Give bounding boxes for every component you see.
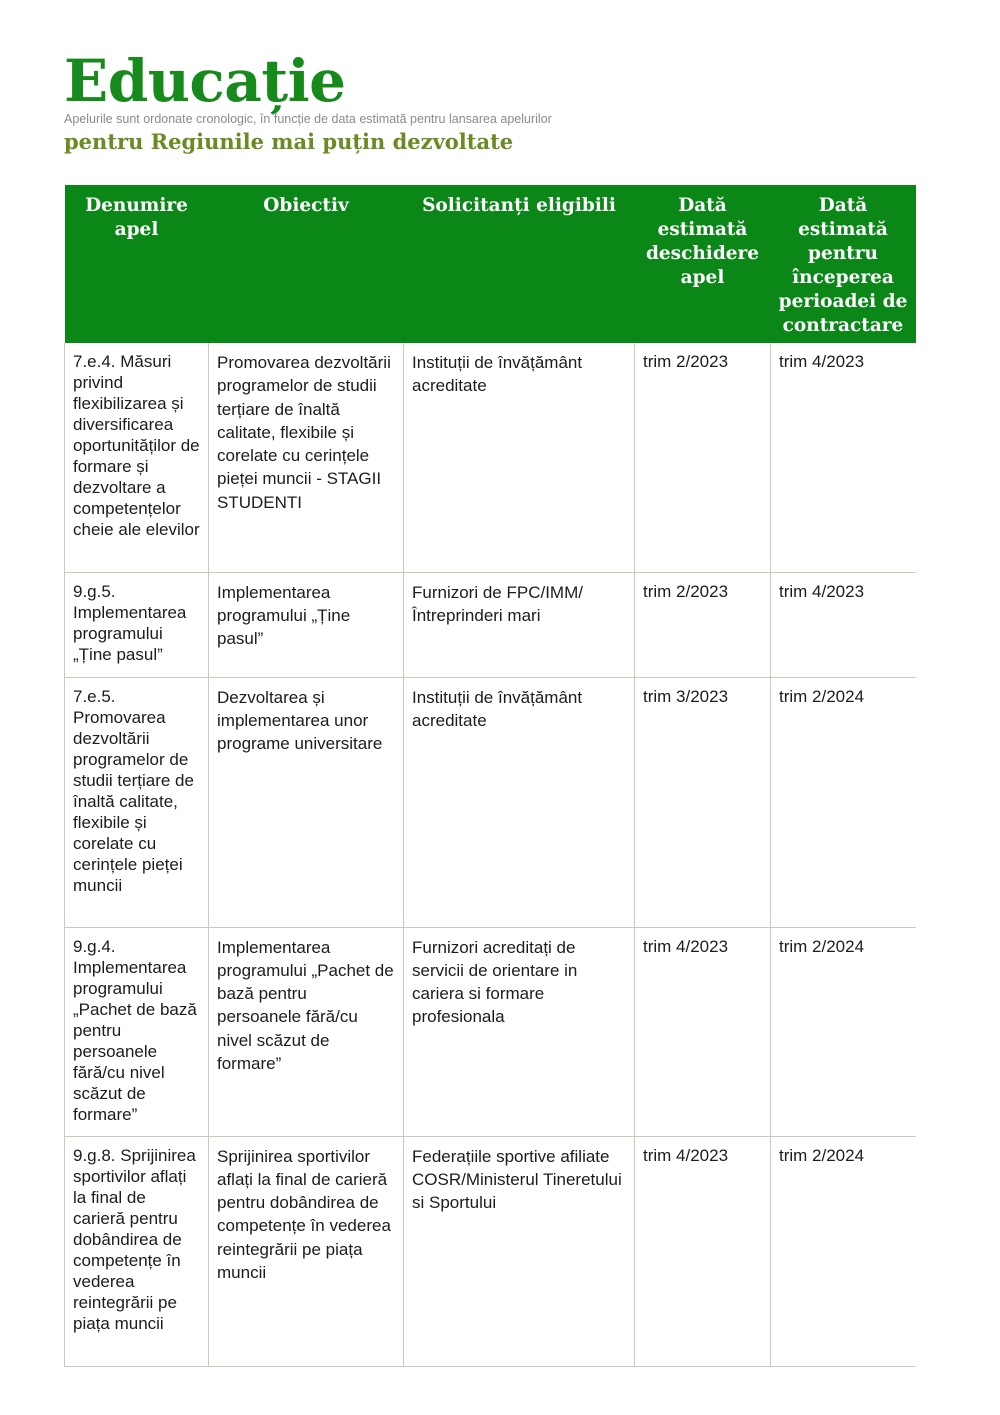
cell-obiectiv: Sprijinirea sportivilor aflați la final de carieră pentru dobândirea de competențe în vederea reintegrării pe piața muncii	[209, 1136, 404, 1366]
cell-data-deschidere: trim 3/2023	[635, 677, 771, 927]
table-row	[65, 927, 916, 1136]
cell-denumire: 9.g.8. Sprijinirea sportivilor aflați la final de carieră pentru dobândirea de competențe în vederea reintegrării pe piața muncii	[65, 1136, 209, 1366]
header-data-deschidere: Dată estimată deschidere apel	[635, 185, 771, 343]
table-row	[65, 343, 916, 572]
table-header	[65, 185, 916, 343]
cell-data-contractare: trim 4/2023	[771, 572, 916, 677]
page-subtitle: pentru Regiunile mai puțin dezvoltate	[64, 129, 514, 154]
page-title: Educație	[64, 47, 346, 115]
cell-obiectiv: Dezvoltarea și implementarea unor programe universitare	[209, 677, 404, 927]
table-row	[65, 1136, 916, 1366]
cell-denumire: 9.g.5. Implementarea programului „Ține pasul”	[65, 572, 209, 677]
cell-data-deschidere: trim 2/2023	[635, 343, 771, 572]
cell-solicitanti: Furnizori de FPC/IMM/ Întreprinderi mari	[404, 572, 635, 677]
header-row	[65, 185, 916, 343]
cell-data-deschidere: trim 4/2023	[635, 927, 771, 1136]
cell-obiectiv: Promovarea dezvoltării programelor de studii terțiare de înaltă calitate, flexibile și corelate cu cerințele pieței muncii - STAGII STUDENTI	[209, 343, 404, 572]
cell-data-deschidere: trim 2/2023	[635, 572, 771, 677]
cell-solicitanti: Furnizori acreditați de servicii de orientare in cariera si formare profesionala	[404, 927, 635, 1136]
cell-denumire: 7.e.5. Promovarea dezvoltării programelor de studii terțiare de înaltă calitate, flexibile și corelate cu cerințele pieței muncii	[65, 677, 209, 927]
cell-obiectiv: Implementarea programului „Pachet de bază pentru persoanele fără/cu nivel scăzut de formare”	[209, 927, 404, 1136]
cell-solicitanti: Instituții de învățământ acreditate	[404, 343, 635, 572]
table-row	[65, 572, 916, 677]
cell-denumire: 9.g.4. Implementarea programului „Pachet de bază pentru persoanele fără/cu nivel scăzut de formare”	[65, 927, 209, 1136]
cell-data-contractare: trim 2/2024	[771, 1136, 916, 1366]
header-obiectiv: Obiectiv	[209, 185, 404, 343]
header-denumire: Denumire apel	[65, 185, 209, 343]
calls-table	[64, 185, 916, 1367]
cell-data-contractare: trim 2/2024	[771, 927, 916, 1136]
header-data-contractare: Dată estimată pentru începerea perioadei de contractare	[771, 185, 916, 343]
cell-solicitanti: Instituții de învățământ acreditate	[404, 677, 635, 927]
cell-solicitanti: Federațiile sportive afiliate COSR/Ministerul Tineretului si Sportului	[404, 1136, 635, 1366]
cell-obiectiv: Implementarea programului „Ține pasul”	[209, 572, 404, 677]
cell-denumire: 7.e.4. Măsuri privind flexibilizarea și diversificarea oportunităților de formare și dezvoltare a competențelor cheie ale elevilor	[65, 343, 209, 572]
cell-data-contractare: trim 2/2024	[771, 677, 916, 927]
ordering-note: Apelurile sunt ordonate cronologic, în funcție de data estimată pentru lansarea apelurilor	[64, 112, 552, 126]
table-row	[65, 677, 916, 927]
cell-data-deschidere: trim 4/2023	[635, 1136, 771, 1366]
cell-data-contractare: trim 4/2023	[771, 343, 916, 572]
header-solicitanti: Solicitanți eligibili	[404, 185, 635, 343]
